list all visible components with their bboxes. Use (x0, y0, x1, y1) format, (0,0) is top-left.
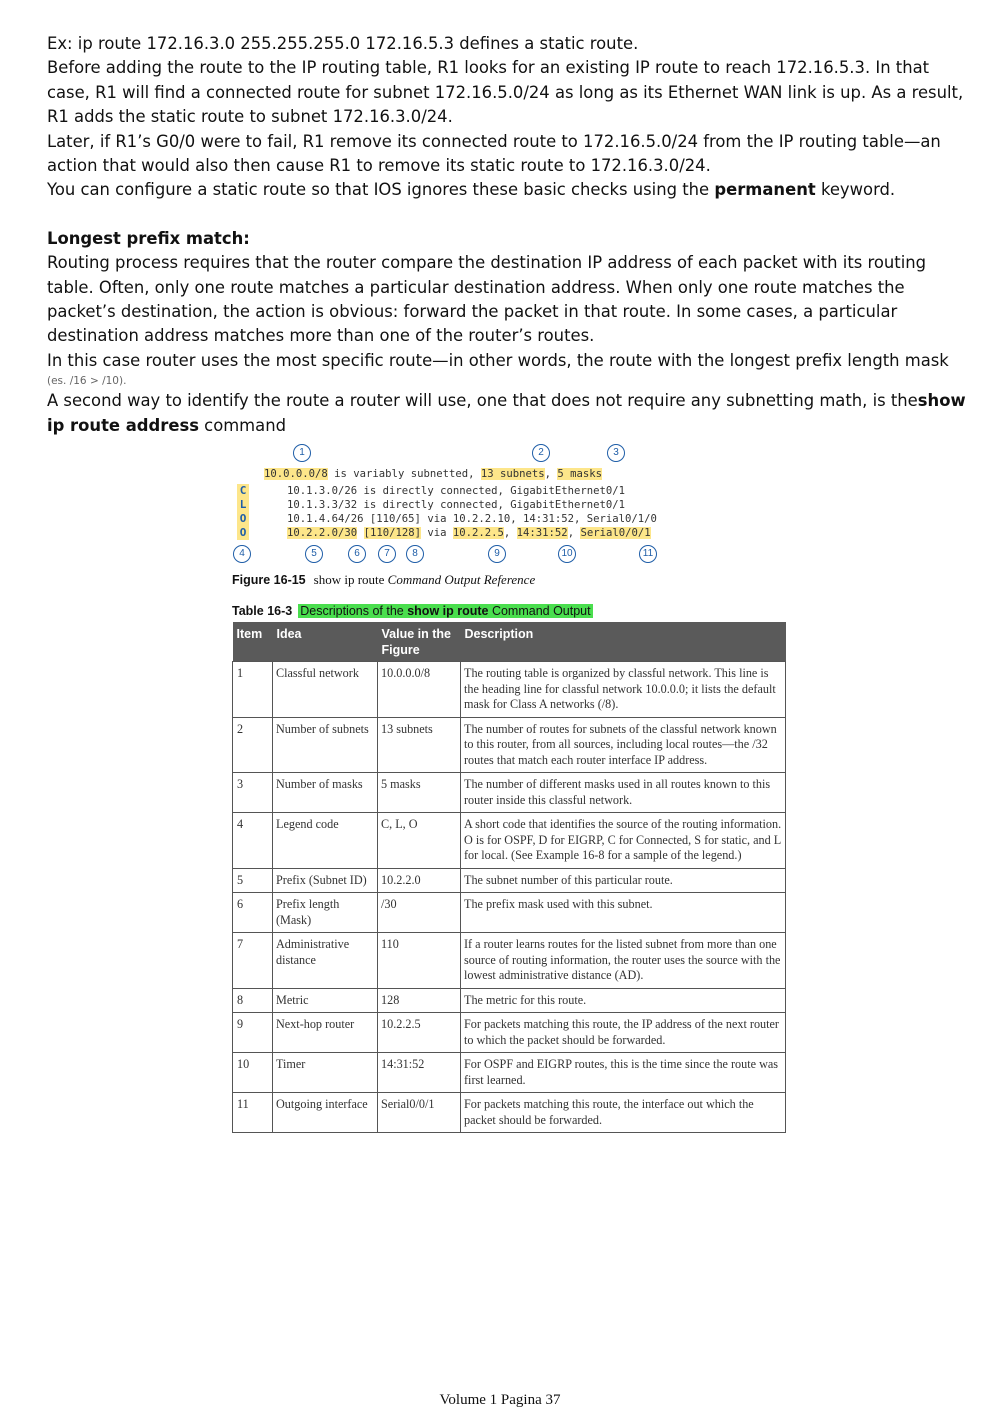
callout-6: 6 (348, 545, 366, 563)
column-header: Value in the Figure (378, 622, 461, 662)
footnote: (es. /16 > /10). (47, 375, 127, 388)
item-cell: 3 (233, 773, 273, 813)
table-row (233, 717, 786, 773)
value-cell: 10.2.2.0 (378, 868, 461, 893)
text-run: , (567, 527, 581, 539)
callout-9: 9 (488, 545, 506, 563)
idea-cell: Number of masks (273, 773, 378, 813)
reference-table (232, 622, 786, 1133)
item-cell: 1 (233, 662, 273, 718)
text-run: keyword. (815, 180, 896, 200)
route-timer: 14:31:52 (516, 527, 568, 539)
value-cell: 110 (378, 933, 461, 989)
column-header: Idea (273, 622, 378, 662)
idea-cell: Prefix (Subnet ID) (273, 868, 378, 893)
callout-11: 11 (639, 545, 657, 563)
body-text (47, 32, 977, 438)
value-cell: C, L, O (378, 813, 461, 869)
callout-8: 8 (406, 545, 424, 563)
value-cell: /30 (378, 893, 461, 933)
text-run: show ip route (407, 604, 489, 618)
route-line: 10.1.3.0/26 is directly connected, GigabitEthernet0/1 (287, 485, 626, 497)
idea-cell: Timer (273, 1053, 378, 1093)
paragraph (47, 389, 977, 438)
description-cell: For packets matching this route, the interface out which the packet should be forwarded. (461, 1093, 786, 1133)
table-label: Table 16-3 (232, 604, 293, 618)
legend-code: O (237, 512, 249, 526)
idea-cell: Administrative distance (273, 933, 378, 989)
value-cell: 128 (378, 988, 461, 1013)
table-row (233, 1053, 786, 1093)
paragraph: Routing process requires that the router compare the destination IP address of each packet with its routing table. Often, only one route matches a particular destination address. When only one route matches the packet’s destination, the action is obvious: forward the packet in that route. In some cases, a particular destination address matches more than one of the router’s routes. (47, 253, 927, 346)
paragraph: In this case router uses the most specific route—in other words, the route with the longest prefix length mask (47, 350, 949, 370)
description-cell: For packets matching this route, the IP address of the next router to which the packet should be forwarded. (461, 1013, 786, 1053)
next-hop: 10.2.2.5 (452, 527, 504, 539)
idea-cell: Legend code (273, 813, 378, 869)
item-cell: 2 (233, 717, 273, 773)
callout-5: 5 (305, 545, 323, 563)
text-run: is variably subnetted, (327, 468, 481, 480)
item-cell: 11 (233, 1093, 273, 1133)
table-row (233, 988, 786, 1013)
text-run: You can configure a static route so that IOS ignores these basic checks using the (47, 180, 715, 200)
column-header: Item (233, 622, 273, 662)
text-run: Command Output Reference (387, 572, 536, 587)
idea-cell: Classful network (273, 662, 378, 718)
text-run: , (503, 527, 517, 539)
paragraph: Before adding the route to the IP routing table, R1 looks for an existing IP route to reach 172.16.5.3. In that case, R1 will find a connected route for subnet 172.16.5.0/24 as long as its Ethernet WAN link is up. As a result, R1 adds the static route to subnet 172.16.3.0/24. (47, 58, 964, 127)
idea-cell: Next-hop router (273, 1013, 378, 1053)
item-cell: 8 (233, 988, 273, 1013)
description-cell: If a router learns routes for the listed subnet from more than one source of routing information, the router uses the source with the lowest administrative distance (AD). (461, 933, 786, 989)
description-cell: The subnet number of this particular route. (461, 868, 786, 893)
table-row (233, 893, 786, 933)
route-prefix: 10.2.2.0/30 (287, 527, 358, 539)
paragraph: Ex: ip route 172.16.3.0 255.255.255.0 172.16.5.3 defines a static route. (47, 34, 639, 53)
table-caption (232, 604, 593, 618)
figure-caption (232, 572, 535, 588)
outgoing-interface: Serial0/0/1 (580, 527, 651, 539)
item-cell: 9 (233, 1013, 273, 1053)
text-run: A second way to identify the route a router will use, one that does not require any subnetting math, is the (47, 391, 918, 411)
description-cell: For OSPF and EIGRP routes, this is the time since the route was first learned. (461, 1053, 786, 1093)
value-cell: 13 subnets (378, 717, 461, 773)
table-row (233, 773, 786, 813)
keyword-permanent: permanent (714, 180, 816, 200)
idea-cell: Outgoing interface (273, 1093, 378, 1133)
callout-4: 4 (233, 545, 251, 563)
route-line-highlighted (287, 526, 651, 540)
idea-cell: Metric (273, 988, 378, 1013)
paragraph (47, 178, 977, 202)
column-header: Description (461, 622, 786, 662)
description-cell: The prefix mask used with this subnet. (461, 893, 786, 933)
page-footer: Volume 1 Pagina 37 (439, 1392, 561, 1408)
text-run: command (198, 415, 286, 435)
callout-1: 1 (293, 444, 311, 462)
section-heading-text: Longest prefix match: (47, 228, 250, 248)
text-run: via (420, 527, 453, 539)
value-cell: 10.2.2.5 (378, 1013, 461, 1053)
subnet-count: 13 subnets (480, 468, 545, 480)
description-cell: The routing table is organized by classful network. This line is the heading line for classful network 10.0.0.0; it lists the default mask for Class A networks (/8). (461, 662, 786, 718)
text-run: show ip route (313, 572, 388, 587)
description-cell: The number of routes for subnets of the classful network known to this router, from all sources, including local routes—the /32 routes that match each router interface IP address. (461, 717, 786, 773)
legend-code: C (237, 484, 249, 498)
paragraph: Later, if R1’s G0/0 were to fail, R1 remove its connected route to 172.16.5.0/24 from the IP routing table—an action that would also then cause R1 to remove its static route to 172.16.3.0/24. (47, 131, 941, 176)
value-cell: Serial0/0/1 (378, 1093, 461, 1133)
command-name: show ip route address (47, 391, 966, 435)
callout-3: 3 (607, 444, 625, 462)
idea-cell: Number of subnets (273, 717, 378, 773)
section-heading (47, 227, 977, 251)
item-cell: 4 (233, 813, 273, 869)
table-row (233, 1093, 786, 1133)
legend-code: L (237, 498, 249, 512)
spacer (47, 203, 977, 227)
table-row (233, 933, 786, 989)
description-cell: The metric for this route. (461, 988, 786, 1013)
text-run: Descriptions of the (300, 604, 408, 618)
text-run: Command Output (488, 604, 591, 618)
route-line: 10.1.4.64/26 [110/65] via 10.2.2.10, 14:31:52, Serial0/1/0 (287, 513, 657, 525)
table-row (233, 662, 786, 718)
text-run: , (544, 468, 558, 480)
route-header-line (264, 467, 602, 481)
route-line: 10.1.3.3/32 is directly connected, GigabitEthernet0/1 (287, 499, 626, 511)
figure-label: Figure 16-15 (232, 573, 306, 587)
classful-network: 10.0.0.0/8 (264, 468, 328, 480)
mask-count: 5 masks (557, 468, 603, 480)
value-cell: 14:31:52 (378, 1053, 461, 1093)
legend-code: O (237, 526, 249, 540)
description-cell: The number of different masks used in all routes known to this router inside this classful network. (461, 773, 786, 813)
idea-cell: Prefix length (Mask) (273, 893, 378, 933)
callout-10: 10 (558, 545, 576, 563)
value-cell: 5 masks (378, 773, 461, 813)
item-cell: 6 (233, 893, 273, 933)
value-cell: 10.0.0.0/8 (378, 662, 461, 718)
figure-show-ip-route (232, 444, 792, 594)
table-title (298, 604, 592, 618)
description-cell: A short code that identifies the source of the routing information. O is for OSPF, D for EIGRP, C for Connected, S for static, and L for local. (See Example 16-8 for a sample of the legend.) (461, 813, 786, 869)
ad-metric: [110/128] (363, 527, 421, 539)
item-cell: 10 (233, 1053, 273, 1093)
callout-2: 2 (532, 444, 550, 462)
item-cell: 5 (233, 868, 273, 893)
table-row (233, 813, 786, 869)
table-row (233, 1013, 786, 1053)
table-row (233, 868, 786, 893)
callout-7: 7 (378, 545, 396, 563)
table-header-row (233, 622, 786, 662)
item-cell: 7 (233, 933, 273, 989)
